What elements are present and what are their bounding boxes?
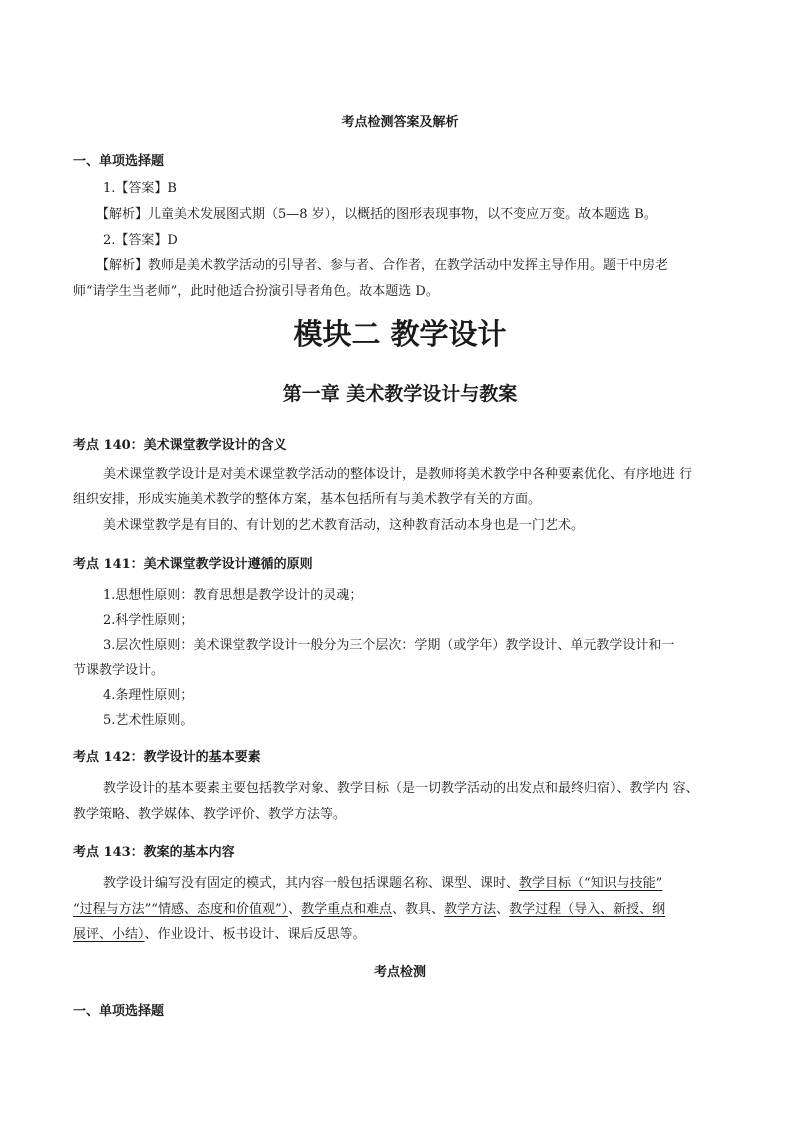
kp143-text: 、教具、 <box>392 902 445 917</box>
kp143-text: 、 <box>496 902 510 917</box>
kp140-para2: 美术课堂教学是有目的、有计划的艺术教育活动，这种教育活动本身也是一门艺术。 <box>103 518 585 533</box>
q1-analysis: 【解析】儿童美术发展图式期（5—8 岁），以概括的图形表现事物，以不变应万变。故本题选 B。 <box>96 207 657 222</box>
kp143-underlined-text: 教学重点和难点 <box>301 902 393 917</box>
kp143-underlined-text: “过程与方法”“情感、态度和价值观”） <box>73 902 289 917</box>
kp142-line1: 教学设计的基本要素主要包括教学对象、教学目标（是一切教学活动的出发点和最终归宿）、教学内 容、 <box>103 781 699 796</box>
section-heading: 一、单项选择题 <box>73 154 165 169</box>
kp143-text: 、作业设计、板书设计、课后反思等。 <box>144 927 366 942</box>
kp143-line3 <box>73 925 366 945</box>
kp141-item: 4.条理性原则； <box>103 688 194 703</box>
kp143-line2 <box>73 900 665 920</box>
kp143-text: 教学设计编写没有固定的模式，其内容一般包括课题名称、课型、课时、 <box>103 876 520 891</box>
kp143-line1 <box>103 874 662 894</box>
kp143-text: 、 <box>288 902 302 917</box>
kp143-title: 考点 143：教案的基本内容 <box>73 845 235 860</box>
q1-answer: 1.【答案】B <box>103 181 177 196</box>
kp141-item: 3.层次性原则：美术课堂教学设计一般分为三个层次：学期（或学年）教学设计、单元教学设计和一 <box>103 638 675 653</box>
kp143-underlined-text: 教学过程（导入、新授、纲 <box>509 902 666 917</box>
kp142-title: 考点 142：教学设计的基本要素 <box>73 750 261 765</box>
module-title: 模块二 教学设计 <box>293 317 507 351</box>
section-heading: 一、单项选择题 <box>73 1004 165 1019</box>
chapter-title: 第一章 美术教学设计与教案 <box>282 383 518 405</box>
kp142-line2: 教学策略、教学媒体、教学评价、教学方法等。 <box>73 807 347 822</box>
q2-answer: 2.【答案】D <box>103 233 178 248</box>
kp143-underlined-text: 教学方法 <box>444 902 497 917</box>
test-title: 考点检测 <box>373 965 426 980</box>
kp141-item: 节课教学设计。 <box>73 663 165 678</box>
kp140-title: 考点 140：美术课堂教学设计的含义 <box>73 438 287 453</box>
kp140-para1-line2: 组织安排，形成实施美术教学的整体方案，基本包括所有与美术教学有关的方面。 <box>73 492 542 507</box>
kp141-item: 1.思想性原则：教育思想是教学设计的灵魂； <box>103 588 363 603</box>
kp140-para1-line1: 美术课堂教学设计是对美术课堂教学活动的整体设计，是教师将美术教学中各种要素优化、有序地进 行 <box>103 467 693 482</box>
kp143-underlined-text: 教学目标（“知识与技能” <box>519 876 663 891</box>
q2-analysis-line1: 【解析】教师是美术教学活动的引导者、参与者、合作者，在教学活动中发挥主导作用。题干中房老 <box>96 258 669 273</box>
kp141-title: 考点 141：美术课堂教学设计遵循的原则 <box>73 557 313 572</box>
kp143-underlined-text: 展评、小结） <box>73 927 145 942</box>
kp141-item: 5.艺术性原则。 <box>103 713 194 728</box>
q2-analysis-line2: 师“请学生当老师”，此时他适合扮演引导者角色。故本题选 D。 <box>73 284 439 299</box>
kp141-item: 2.科学性原则； <box>103 613 194 628</box>
answers-title: 考点检测答案及解析 <box>341 115 459 130</box>
